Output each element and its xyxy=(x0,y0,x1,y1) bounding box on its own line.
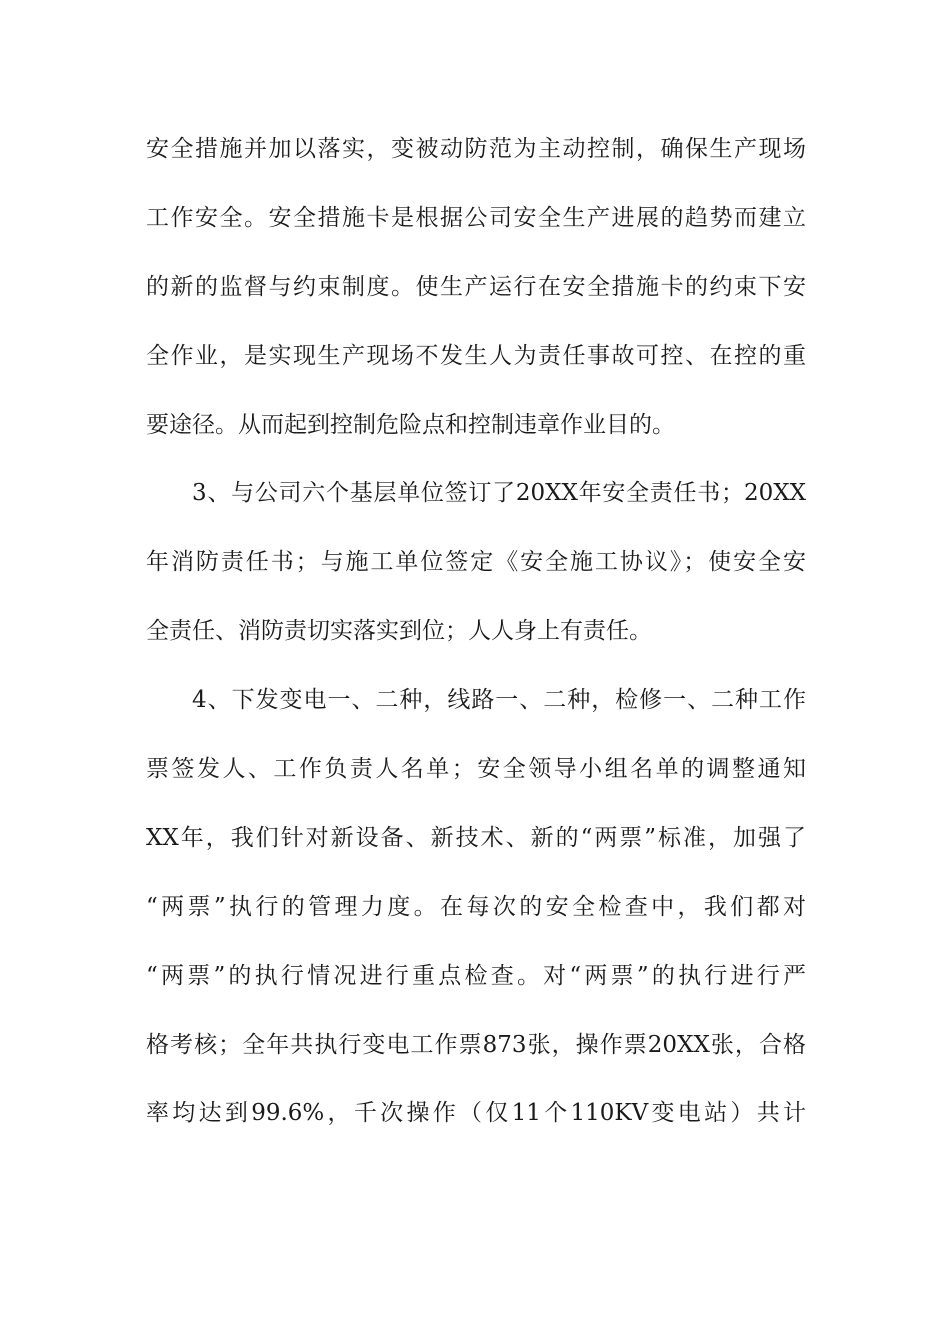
text-line: XX年，我们针对新设备、新技术、新的“两票”标准，加强了 xyxy=(146,824,806,851)
text-line: 率均达到99.6%，千次操作（仅11个110KV变电站）共计 xyxy=(146,1100,806,1127)
text-line: 年消防责任书；与施工单位签定《安全施工协议》；使安全安 xyxy=(146,549,806,576)
text-line: 工作安全。安全措施卡是根据公司安全生产进展的趋势而建立 xyxy=(146,204,806,231)
text-line: 要途径。从而起到控制危险点和控制违章作业目的。 xyxy=(146,411,675,438)
text-line: 格考核；全年共执行变电工作票873张，操作票20XX张，合格 xyxy=(146,1031,806,1058)
text-line: 4、下发变电一、二种，线路一、二种，检修一、二种工作 xyxy=(192,687,806,714)
text-line: 票签发人、工作负责人名单；安全领导小组名单的调整通知 xyxy=(146,756,806,783)
text-line: 安全措施并加以落实，变被动防范为主动控制，确保生产现场 xyxy=(146,136,806,162)
text-line: “两票”的执行情况进行重点检查。对“两票”的执行进行严 xyxy=(146,962,806,989)
text-line: 全作业，是实现生产现场不发生人为责任事故可控、在控的重 xyxy=(146,342,806,369)
text-line: 3、与公司六个基层单位签订了20XX年安全责任书；20XX xyxy=(192,480,806,507)
document-body xyxy=(146,127,806,1160)
text-line: “两票”执行的管理力度。在每次的安全检查中，我们都对 xyxy=(146,893,806,920)
text-line: 的新的监督与约束制度。使生产运行在安全措施卡的约束下安 xyxy=(146,273,806,300)
text-line: 全责任、消防责切实落实到位；人人身上有责任。 xyxy=(146,618,652,645)
